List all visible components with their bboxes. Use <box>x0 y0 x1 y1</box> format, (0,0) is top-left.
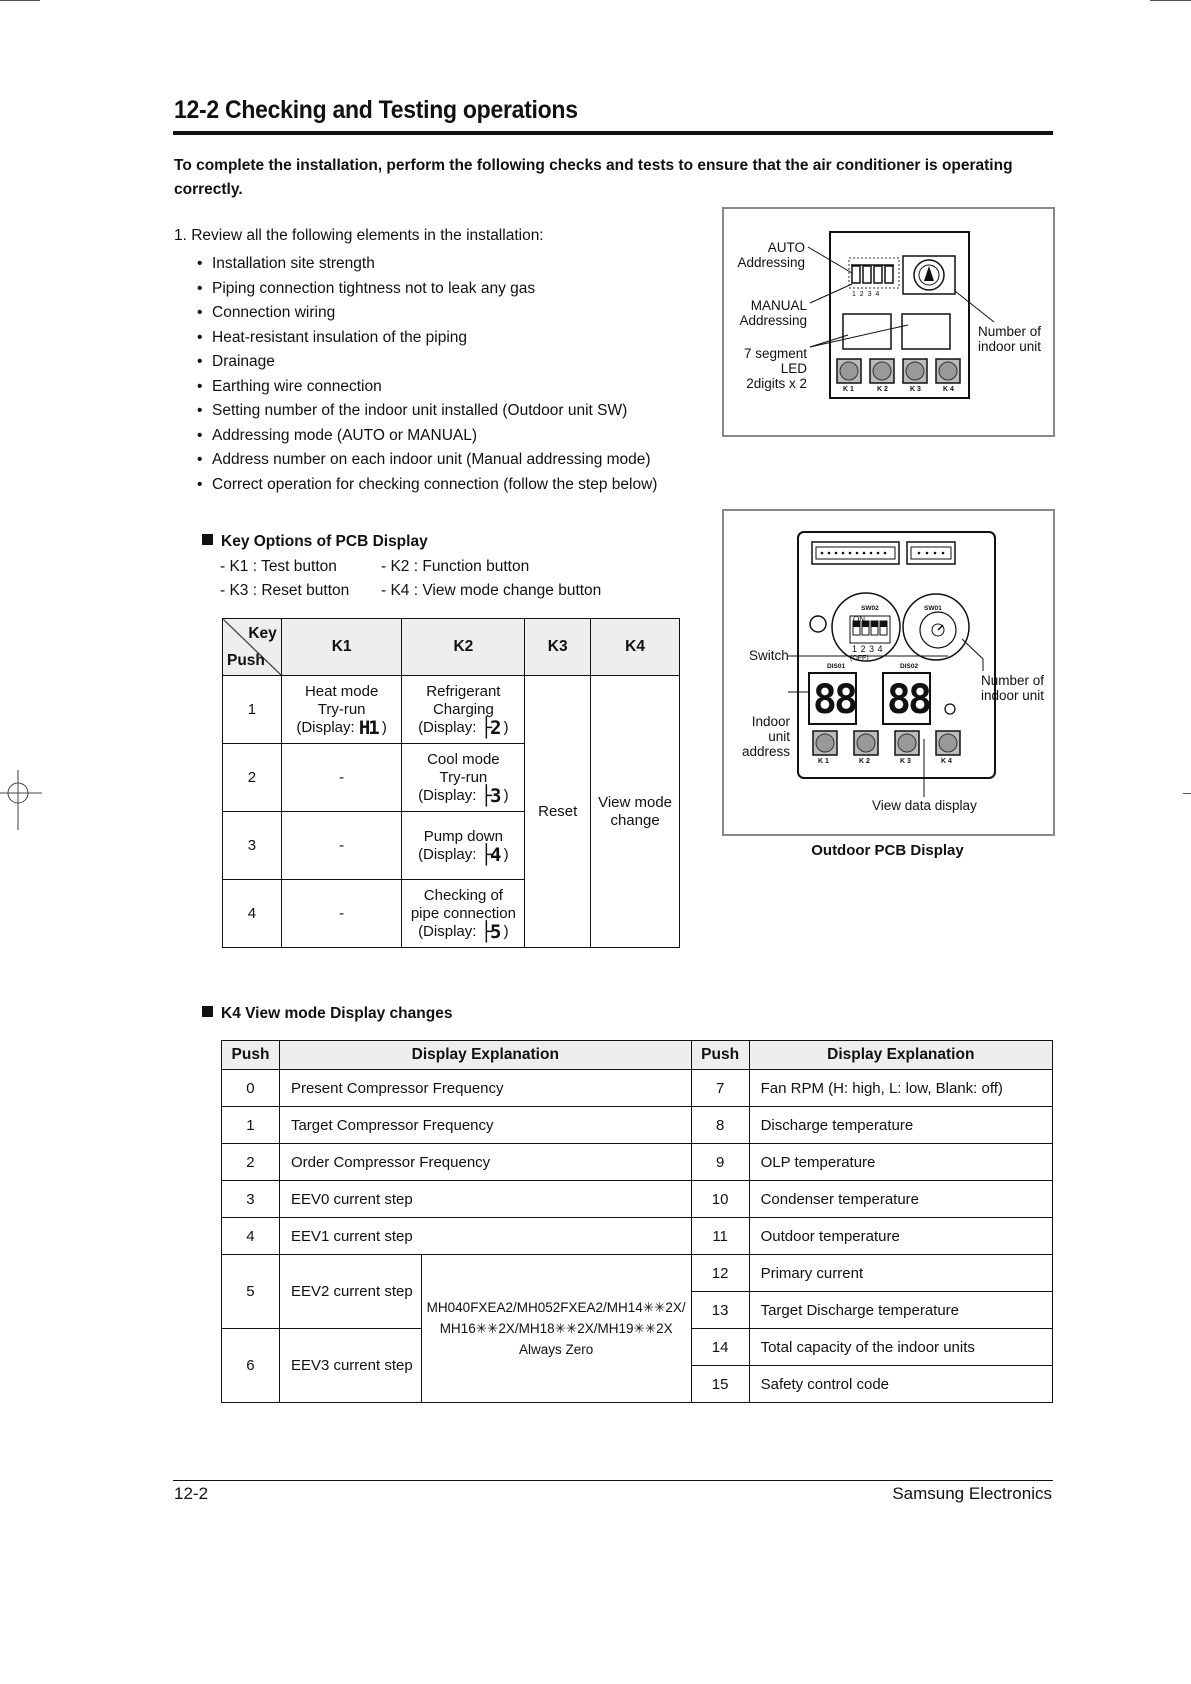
push-cell: 2 <box>222 1144 280 1181</box>
heading-text: K4 View mode Display changes <box>221 1005 453 1022</box>
note-line: Always Zero <box>519 1342 594 1357</box>
cell-line: Cool mode <box>427 750 500 768</box>
list-item: • Connection wiring <box>197 301 657 326</box>
list-item: • Setting number of the indoor unit installed (Outdoor unit SW) <box>197 399 657 424</box>
title-rule <box>173 131 1053 135</box>
column-header: Push <box>691 1041 749 1070</box>
key-label: K 2 <box>877 386 888 393</box>
seg-digit: 4 <box>490 843 500 866</box>
push-cell: 4 <box>222 1218 280 1255</box>
k1-cell: - <box>281 880 402 948</box>
label-line: indoor unit <box>978 339 1042 354</box>
crop-mark <box>1183 793 1191 794</box>
table-row <box>222 1107 1053 1144</box>
push-cell: 11 <box>691 1218 749 1255</box>
display-prefix: (Display: <box>296 718 355 736</box>
figure-caption: Outdoor PCB Display <box>811 842 964 859</box>
indoor-address-label <box>728 714 790 759</box>
k1-cell: - <box>281 812 402 880</box>
column-header: K1 <box>281 619 402 676</box>
k2-cell <box>402 880 525 948</box>
explanation-cell: Primary current <box>749 1255 1052 1292</box>
display-suffix: ) <box>503 845 509 863</box>
label-line: indoor unit <box>981 688 1045 703</box>
seven-seg-readout: ├2 <box>480 716 500 739</box>
list-item: • Heat-resistant insulation of the piping <box>197 326 657 351</box>
column-header: Display Explanation <box>279 1041 691 1070</box>
explanation-cell: EEV3 current step <box>279 1329 421 1403</box>
cell-line: change <box>610 811 660 829</box>
push-cell: 0 <box>222 1070 280 1107</box>
key-label: K 4 <box>943 386 954 393</box>
explanation-cell: OLP temperature <box>749 1144 1052 1181</box>
explanation-cell: Target Compressor Frequency <box>279 1107 691 1144</box>
key-label: K 3 <box>900 758 911 765</box>
led-display-1: 88 <box>812 677 856 723</box>
table-row <box>222 1181 1053 1218</box>
seg-digit: 2 <box>490 716 500 739</box>
display-suffix: ) <box>381 718 387 736</box>
label-line: Addressing <box>737 255 805 270</box>
key-header: Key <box>248 625 277 642</box>
column-header: K4 <box>591 619 680 676</box>
view-mode-table <box>221 1040 1053 1403</box>
seven-seg-readout: ├5 <box>480 920 500 943</box>
push-cell: 3 <box>223 812 282 880</box>
table-row <box>223 676 680 744</box>
table-row <box>222 1070 1053 1107</box>
model-note-cell <box>421 1255 691 1403</box>
push-cell: 2 <box>223 744 282 812</box>
dip-off-label: (OFF) <box>850 655 869 662</box>
push-cell: 1 <box>222 1107 280 1144</box>
k4-cell <box>591 676 680 948</box>
dip-numbers: 1 2 3 4 <box>852 644 884 654</box>
cell-line: Try-run <box>439 768 488 786</box>
display-prefix: (Display: <box>418 786 477 804</box>
page-title: 12-2 Checking and Testing operations <box>174 96 578 124</box>
brand-name: Samsung Electronics <box>892 1484 1052 1503</box>
note-line: MH040FXEA2/MH052FXEA2/MH14✳✳2X/ <box>426 1300 686 1315</box>
seven-seg-readout: H1 <box>358 716 378 739</box>
push-cell: 15 <box>691 1366 749 1403</box>
dip-switch-numbers: 1 2 3 4 <box>852 291 880 298</box>
label-line: Number of <box>978 324 1042 339</box>
label-line: 7 segment <box>743 346 807 361</box>
k1-cell: - <box>281 744 402 812</box>
display-prefix: (Display: <box>418 845 477 863</box>
footer-rule <box>173 1480 1053 1481</box>
indoor-count-label <box>981 673 1044 703</box>
sw01-label: SW01 <box>924 605 942 612</box>
push-cell: 3 <box>222 1181 280 1218</box>
column-header: Display Explanation <box>749 1041 1052 1070</box>
push-cell: 9 <box>691 1144 749 1181</box>
table-row <box>222 1218 1053 1255</box>
cell-line <box>282 716 402 739</box>
label-line: Indoor unit <box>751 714 790 744</box>
cell-line: Checking of <box>423 886 503 904</box>
push-cell: 10 <box>691 1181 749 1218</box>
push-cell: 4 <box>223 880 282 948</box>
display-suffix: ) <box>503 786 509 804</box>
push-cell: 12 <box>691 1255 749 1292</box>
key-option-k4: - K4 : View mode change button <box>381 582 602 599</box>
display-prefix: (Display: <box>418 922 477 940</box>
list-item: • Installation site strength <box>197 252 657 277</box>
pcb-panel-drawing <box>722 207 1052 433</box>
square-bullet-icon <box>202 534 213 545</box>
label-line: MANUAL <box>750 298 807 313</box>
key-label: K 1 <box>818 758 829 765</box>
explanation-cell: Target Discharge temperature <box>749 1292 1052 1329</box>
display-suffix: ) <box>503 718 509 736</box>
seg-digit: 5 <box>490 920 500 943</box>
key-table <box>222 618 680 948</box>
k3-cell: Reset <box>525 676 591 948</box>
cell-line <box>402 784 524 807</box>
push-header: Push <box>227 652 265 669</box>
dis01-label: DIS01 <box>827 663 846 670</box>
label-line: Addressing <box>739 313 807 328</box>
column-header: K2 <box>402 619 525 676</box>
push-cell: 7 <box>691 1070 749 1107</box>
cell-line <box>402 920 524 943</box>
key-label: K 4 <box>941 758 952 765</box>
key-options-heading <box>202 533 428 551</box>
explanation-cell: EEV2 current step <box>279 1255 421 1329</box>
key-option-k2: - K2 : Function button <box>381 558 530 575</box>
explanation-cell: Total capacity of the indoor units <box>749 1329 1052 1366</box>
push-cell: 14 <box>691 1329 749 1366</box>
view-data-label: View data display <box>872 798 977 813</box>
explanation-cell: Safety control code <box>749 1366 1052 1403</box>
cell-line: Charging <box>432 700 494 718</box>
push-cell: 1 <box>223 676 282 744</box>
key-option-k3: - K3 : Reset button <box>220 582 350 599</box>
dis02-label: DIS02 <box>900 663 919 670</box>
heading-text: Key Options of PCB Display <box>221 533 428 550</box>
cell-line: Pump down <box>423 827 503 845</box>
dip-on-label: ON <box>853 615 865 624</box>
explanation-cell: EEV0 current step <box>279 1181 691 1218</box>
table-row <box>222 1144 1053 1181</box>
label-line: LED <box>780 361 807 376</box>
push-cell: 8 <box>691 1107 749 1144</box>
list-item: • Earthing wire connection <box>197 375 657 400</box>
key-label: K 1 <box>843 386 854 393</box>
key-option-k1: - K1 : Test button <box>220 558 337 575</box>
outdoor-pcb-drawing <box>722 509 1052 834</box>
list-item: • Correct operation for checking connection (follow the step below) <box>197 473 657 498</box>
crop-mark <box>1150 0 1191 1</box>
seven-seg-readout: ├3 <box>480 784 500 807</box>
explanation-cell: Fan RPM (H: high, L: low, Blank: off) <box>749 1070 1052 1107</box>
crop-mark <box>0 0 40 1</box>
display-prefix: (Display: <box>418 718 477 736</box>
k2-cell <box>402 676 525 744</box>
k2-cell <box>402 744 525 812</box>
square-bullet-icon <box>202 1006 213 1017</box>
cell-line: View mode <box>598 793 673 811</box>
display-suffix: ) <box>503 922 509 940</box>
label-line: 2digits x 2 <box>746 376 807 391</box>
corner-header <box>223 619 282 676</box>
explanation-cell: EEV1 current step <box>279 1218 691 1255</box>
page-number: 12-2 <box>174 1484 209 1503</box>
list-item: • Drainage <box>197 350 657 375</box>
cell-line <box>402 843 524 866</box>
label-line: Number of <box>981 673 1045 688</box>
explanation-cell: Outdoor temperature <box>749 1218 1052 1255</box>
k1-cell <box>281 676 402 744</box>
column-header: K3 <box>525 619 591 676</box>
list-item: • Piping connection tightness not to leak any gas <box>197 277 657 302</box>
label-line: address <box>741 744 790 759</box>
cell-line <box>402 716 524 739</box>
note-line: MH16✳✳2X/MH18✳✳2X/MH19✳✳2X <box>439 1321 673 1336</box>
explanation-cell: Present Compressor Frequency <box>279 1070 691 1107</box>
k2-cell <box>402 812 525 880</box>
registration-mark <box>0 770 42 830</box>
explanation-cell: Condenser temperature <box>749 1181 1052 1218</box>
key-label: K 3 <box>910 386 921 393</box>
key-label: K 2 <box>859 758 870 765</box>
table-row <box>222 1255 1053 1292</box>
sw02-label: SW02 <box>861 605 879 612</box>
led-display-2: 88 <box>886 677 930 723</box>
switch-label: Switch <box>749 648 789 663</box>
push-cell: 13 <box>691 1292 749 1329</box>
seg-digit: 3 <box>490 784 500 807</box>
label-line: AUTO <box>767 240 805 255</box>
push-cell: 5 <box>222 1255 280 1329</box>
list-item: • Addressing mode (AUTO or MANUAL) <box>197 424 657 449</box>
explanation-cell: Discharge temperature <box>749 1107 1052 1144</box>
view-mode-heading <box>202 1005 452 1023</box>
intro-text: To complete the installation, perform the following checks and tests to ensure that the air conditioner is operating correctly. <box>174 157 1013 198</box>
push-cell: 6 <box>222 1329 280 1403</box>
list-item: • Address number on each indoor unit (Manual addressing mode) <box>197 448 657 473</box>
cell-line: pipe connection <box>410 904 516 922</box>
seven-seg-readout: ├4 <box>480 843 500 866</box>
review-list <box>197 252 657 497</box>
review-lead: 1. Review all the following elements in the installation: <box>174 227 544 244</box>
explanation-cell: Order Compressor Frequency <box>279 1144 691 1181</box>
cell-line: Refrigerant <box>426 682 501 700</box>
cell-line: Heat mode <box>304 682 379 700</box>
cell-line: Try-run <box>317 700 366 718</box>
column-header: Push <box>222 1041 280 1070</box>
